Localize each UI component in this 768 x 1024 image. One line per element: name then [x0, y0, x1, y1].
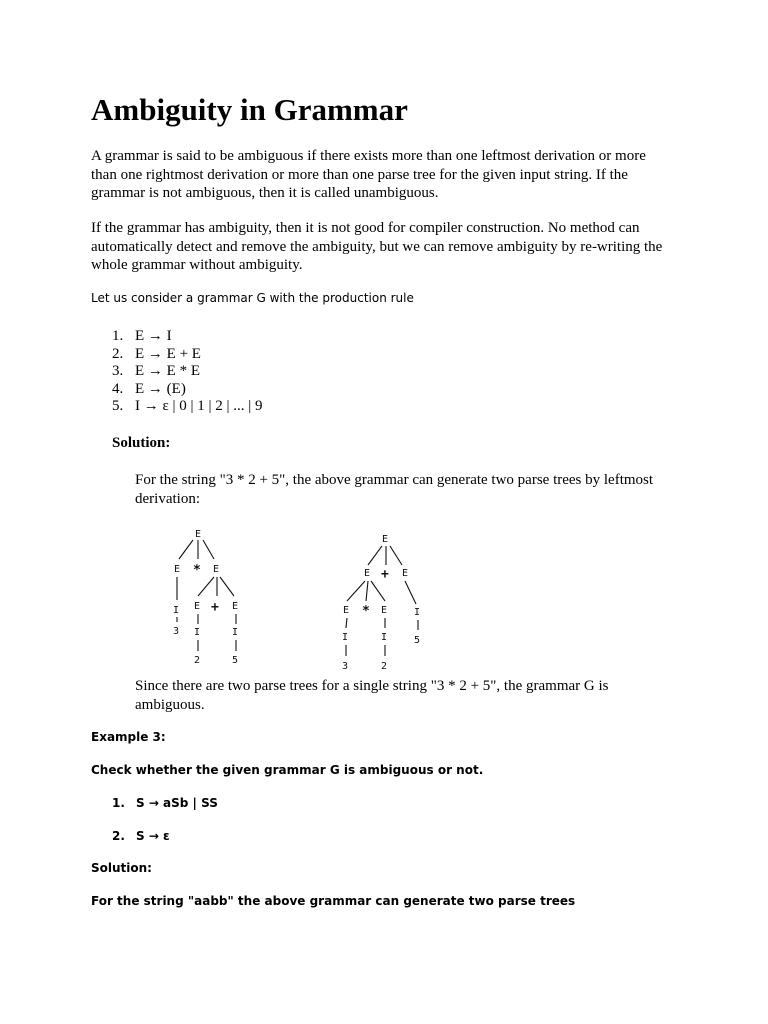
list-item — [112, 381, 263, 399]
example-3-label: Example 3: — [91, 730, 166, 744]
list-number: 1. — [112, 796, 125, 810]
tree2-left-e: E — [364, 568, 371, 579]
example-3-question: Check whether the given grammar G is ambiguous or not. — [91, 763, 484, 777]
production-rules-list — [112, 328, 263, 416]
tree2-leaf-5: 5 — [414, 635, 421, 646]
list-item — [112, 363, 263, 381]
tree1-edge — [203, 540, 214, 559]
tree2-plus-op: + — [381, 567, 389, 582]
tree1-left-i: I — [173, 605, 180, 616]
tree1-inner-left-e: E — [194, 601, 201, 612]
tree2-edge — [346, 618, 347, 628]
tree2-left-i: I — [342, 632, 349, 643]
tree1-inner-right-e: E — [232, 601, 239, 612]
parse-tree-2 — [330, 525, 440, 673]
tree1-times-op: * — [193, 563, 201, 578]
tree1-leaf-2: 2 — [194, 655, 201, 666]
parse-tree-1 — [160, 525, 270, 670]
tree1-right-i: I — [232, 627, 239, 638]
page-title: Ambiguity in Grammar — [91, 92, 408, 127]
list-number: 5. — [112, 398, 124, 414]
tree2-times-op: * — [362, 604, 370, 619]
tree2-leaf-2: 2 — [381, 661, 388, 672]
tree1-right-e: E — [213, 564, 220, 575]
compiler-line-3: whole grammar without ambiguity. — [91, 257, 303, 273]
conclusion-text — [135, 677, 695, 714]
intro-paragraph — [91, 147, 691, 203]
compiler-paragraph — [91, 219, 691, 275]
solution-1-line-1: For the string "3 * 2 + 5", the above grammar can generate two parse trees by leftmost — [135, 472, 654, 488]
rule-text: E → I — [135, 328, 172, 344]
list-item — [112, 398, 263, 416]
tree1-edge — [198, 577, 214, 596]
tree1-edge — [220, 577, 234, 596]
example-3-rule-2 — [112, 829, 170, 843]
list-number: 3. — [112, 363, 124, 379]
list-number: 4. — [112, 380, 124, 397]
rule-text: E → E * E — [135, 363, 200, 379]
tree2-right-i: I — [414, 607, 421, 618]
compiler-line-1: If the grammar has ambiguity, then it is not good for compiler construction. No method can — [91, 220, 640, 236]
intro-line-2: than one rightmost derivation or more than one parse tree for the given input string. If the — [91, 166, 628, 183]
conclusion-line-1: Since there are two parse trees for a single string "3 * 2 + 5", the grammar G is — [135, 678, 609, 694]
example-3-rule-1 — [112, 796, 218, 810]
tree2-inner-right-e: E — [381, 605, 388, 616]
tree2-edge — [368, 546, 382, 565]
list-number: 1. — [112, 328, 124, 344]
tree1-leaf-5: 5 — [232, 655, 239, 666]
list-item — [112, 328, 263, 346]
tree2-leaf-3: 3 — [342, 661, 349, 672]
tree1-root-e: E — [195, 529, 202, 540]
tree2-edge — [371, 581, 385, 601]
tree1-leaf-3: 3 — [173, 626, 180, 637]
intro-line-1: A grammar is said to be ambiguous if there exists more than one leftmost derivation or more — [91, 148, 646, 164]
solution-2-text: For the string "aabb" the above grammar can generate two parse trees — [91, 894, 576, 908]
rule-text: S → ε — [136, 829, 170, 843]
list-number: 2. — [112, 829, 125, 843]
list-number: 2. — [112, 345, 124, 362]
intro-line-3: grammar is not ambiguous, then it is called unambiguous. — [91, 185, 439, 201]
conclusion-line-2: ambiguous. — [135, 696, 205, 713]
solution-2-label: Solution: — [91, 861, 152, 875]
compiler-line-2: automatically detect and remove the ambiguity, but we can remove ambiguity by re-writing the — [91, 238, 663, 255]
solution-1-text — [135, 471, 695, 508]
tree2-inner-left-e: E — [343, 605, 350, 616]
tree2-root-e: E — [382, 534, 389, 545]
rule-text: E → (E) — [135, 380, 186, 397]
list-item — [112, 346, 263, 364]
tree2-edge — [347, 581, 365, 601]
tree1-mid-i: I — [194, 627, 201, 638]
tree1-plus-op: + — [211, 600, 219, 615]
tree2-edge — [366, 581, 368, 601]
solution-1-line-2: derivation: — [135, 490, 200, 507]
tree1-left-e: E — [174, 564, 181, 575]
rule-text: S → aSb | SS — [136, 796, 218, 810]
tree2-edge — [390, 546, 402, 565]
rule-text: E → E + E — [135, 345, 201, 362]
tree2-right-e: E — [402, 568, 409, 579]
rule-text: I → ε | 0 | 1 | 2 | ... | 9 — [135, 398, 263, 414]
tree1-edge — [179, 540, 193, 559]
consider-text: Let us consider a grammar G with the production rule — [91, 291, 414, 305]
tree2-mid-i: I — [381, 632, 388, 643]
solution-1-label: Solution: — [112, 435, 171, 451]
tree2-edge — [405, 581, 416, 604]
